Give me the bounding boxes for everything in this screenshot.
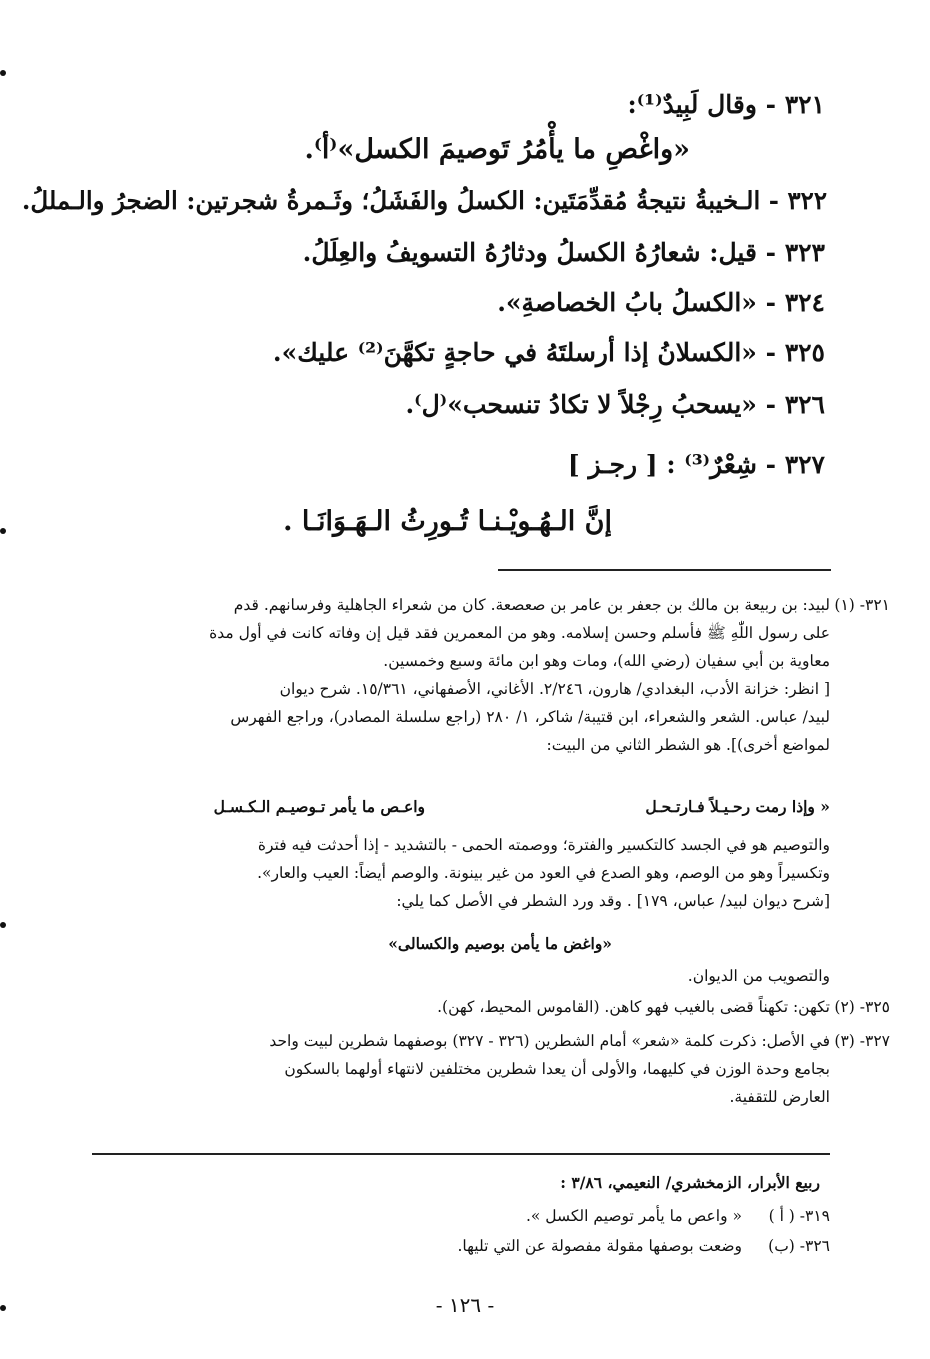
entry-324: ٣٢٤ - «الكسلُ بابُ الخصاصةِ». xyxy=(497,288,825,317)
margin-dot xyxy=(0,528,6,534)
entry-325: ٣٢٥ - «الكسلانُ إذا أرسلتَهُ في حاجةٍ تكهَّنَ⁽²⁾ عليك». xyxy=(272,338,825,367)
entry-327-verse: إنَّ الـهُـويْـنـا تُـورِثُ الـهَـوَانَـا . xyxy=(283,506,612,537)
footnote-2-label: ٣٢٥- (٢) xyxy=(834,998,890,1016)
footnote-1-tail: والتصويب من الديوان. xyxy=(687,967,830,985)
footnote-line: والتوصيم هو في الجسد كالتكسير والفترة؛ ووصمته الحمى - بالتشديد - إذا أحدثت فيه فترة xyxy=(257,836,830,854)
footnote-1-text-continued xyxy=(100,831,830,915)
footnote-3-text xyxy=(100,1027,830,1111)
variant-2-label: ٣٢٦- (ب) xyxy=(768,1237,830,1255)
variant-1-label: ٣١٩- ( أ ) xyxy=(768,1207,830,1225)
variant-1-text: « واعص ما يأمر توصيم الكسل ». xyxy=(525,1207,742,1225)
footnote-3-label: ٣٢٧- (٣) xyxy=(834,1032,890,1050)
footnote-1-verse-first-hemistich: « وإذا رمت رحـيـلاً فـارتـحـل xyxy=(645,797,830,816)
variant-2-text: وضعت بوصفها مقولة مفصولة عن التي تليها. xyxy=(457,1237,742,1255)
variants-source: ربيع الأبرار، الزمخشري/ النعيمي، ٣/٨٦ : xyxy=(560,1173,820,1192)
entry-326: ٣٢٦ - «يسحبُ رِجْلاً لا تكادُ تنسحب»⁽ل⁾. xyxy=(405,390,825,419)
footnote-1-original-verse: «واغض ما يأمن بوصيم والكسالى» xyxy=(388,934,612,953)
entry-322: ٣٢٢ - الـخيبةُ نتيجةُ مُقدِّمَتَين: الكسلُ والفَشَلُ؛ وثَـمرةُ شجرتين: الضجرُ والـمللُ. xyxy=(21,186,827,215)
footnote-line: العارض للتقفية. xyxy=(729,1088,830,1106)
footnote-1-text xyxy=(100,591,830,759)
footnote-line: لمواضع أخرى)]. هو الشطر الثاني من البيت: xyxy=(546,736,830,754)
footnote-line: معاوية بن أبي سفيان (رضي الله)، ومات وهو ابن مائة وسبع وخمسين. xyxy=(383,652,830,670)
entry-321-verse: «واغْصِ ما يأْمُرُ تَوصيمَ الكسل»⁽أ⁾. xyxy=(304,134,690,165)
footnote-line: لبيد: بن ربيعة بن مالك بن جعفر بن عامر بن صعصعة. كان من شعراء الجاهلية وفرسانهم. قدم xyxy=(233,596,830,614)
entry-321: ٣٢١ - وقال لَبِيدٌ⁽¹⁾: xyxy=(627,90,825,119)
footnote-2-text: تكهن: تكهناً قضى بالغيب فهو كاهن. (القاموس المحيط، كهن). xyxy=(437,998,830,1016)
footnote-line: وتكسيراً وهو من الوصم، وهو الصدع في العود من غير بينونة. والوصم أيضاً: العيب والعار». xyxy=(257,864,830,882)
footnote-line: بجامع وحدة الوزن في كليهما، والأولى أن يعدا شطرين مختلفين لانتهاء أولهما بالسكون xyxy=(284,1060,830,1078)
footnote-line: [شرح ديوان لبيد/ عباس، ١٧٩] . وقد ورد الشطر في الأصل كما يلي: xyxy=(396,892,830,910)
footnote-1-verse-second-hemistich: واعـص ما يأمر تـوصيـم الـكـسـل xyxy=(213,797,425,816)
footnote-line: لبيد/ عباس. الشعر والشعراء، ابن قتيبة/ شاكر، ١/ ٢٨٠ (راجع سلسلة المصادر)، وراجع الفهرس xyxy=(230,708,830,726)
entry-323: ٣٢٣ - قيل: شعارُهُ الكسلُ ودثارُهُ التسويفُ والعِلَلُ. xyxy=(302,238,825,267)
footnote-separator xyxy=(498,569,831,571)
footnote-line: [ انظر: خزانة الأدب، البغدادي/ هارون، ٢/٢٤٦. الأغاني، الأصفهاني، ١٥/٣٦١. شرح ديوان xyxy=(279,680,830,698)
margin-dot xyxy=(0,70,6,76)
footnote-line: على رسول اللّٰهِ ﷺ فأسلم وحسن إسلامه. وهو من المعمرين فقد قيل إن وفاته كانت في أول مدة xyxy=(209,624,830,642)
entry-327: ٣٢٧ - شِعْرٌ⁽³⁾ : [ رجـز ] xyxy=(567,450,825,479)
variants-separator xyxy=(92,1153,830,1155)
footnote-1-label: ٣٢١- (١) xyxy=(834,596,890,614)
page-number: - ١٢٦ - xyxy=(435,1293,495,1317)
margin-dot xyxy=(0,922,6,928)
footnote-line: في الأصل: ذكرت كلمة «شعر» أمام الشطرين (٣٢٦ - ٣٢٧) بوصفهما شطرين لبيت واحد xyxy=(269,1032,830,1050)
